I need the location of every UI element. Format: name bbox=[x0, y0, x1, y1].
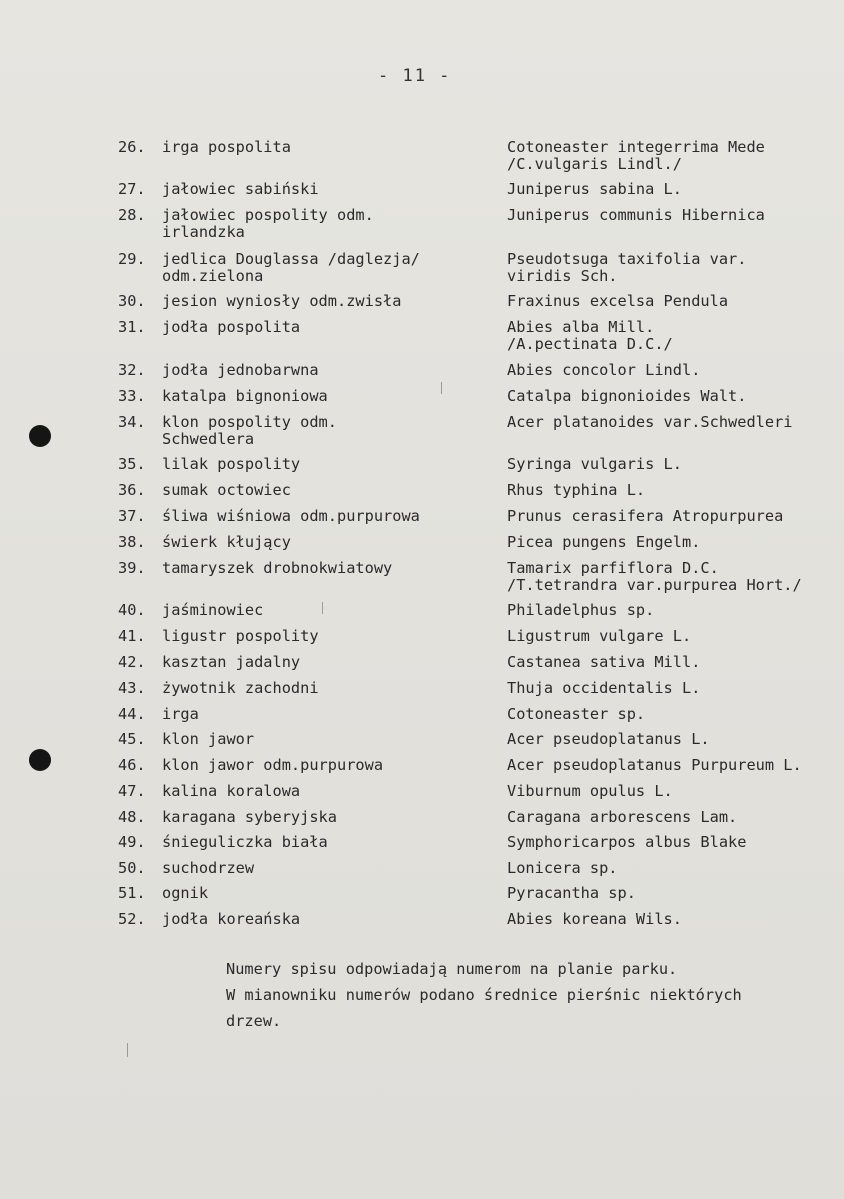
latin-name-line: Castanea sativa Mill. bbox=[507, 654, 701, 671]
entry-number: 35. bbox=[118, 455, 146, 473]
polish-name-line: ligustr pospolity bbox=[162, 627, 319, 645]
polish-name bbox=[162, 456, 492, 473]
latin-name bbox=[507, 508, 844, 525]
entry-number: 30. bbox=[118, 292, 146, 310]
entry-number: 42. bbox=[118, 653, 146, 671]
polish-name bbox=[162, 362, 492, 379]
polish-name-line: śliwa wiśniowa odm.purpurowa bbox=[162, 507, 420, 525]
polish-name-line: ognik bbox=[162, 884, 209, 902]
entry-number: 27. bbox=[118, 180, 146, 198]
latin-name bbox=[507, 560, 844, 594]
polish-name-line: irlandzka bbox=[162, 223, 245, 241]
latin-name bbox=[507, 809, 844, 826]
polish-name-line: jodła pospolita bbox=[162, 318, 301, 336]
entry-number: 26. bbox=[118, 138, 146, 156]
latin-name bbox=[507, 602, 844, 619]
latin-name bbox=[507, 251, 844, 285]
latin-name bbox=[507, 319, 844, 353]
polish-name-line: irga pospolita bbox=[162, 138, 291, 156]
entry-number: 46. bbox=[118, 756, 146, 774]
latin-name-line: Abies koreana Wils. bbox=[507, 911, 682, 928]
latin-name bbox=[507, 181, 844, 198]
polish-name bbox=[162, 757, 492, 774]
latin-name bbox=[507, 654, 844, 671]
latin-name-line: Abies concolor Lindl. bbox=[507, 362, 701, 379]
polish-name bbox=[162, 654, 492, 671]
polish-name bbox=[162, 482, 492, 499]
latin-name-line: Syringa vulgaris L. bbox=[507, 456, 682, 473]
latin-name bbox=[507, 860, 844, 877]
latin-name bbox=[507, 207, 844, 224]
polish-name bbox=[162, 207, 492, 241]
polish-name-line: sumak octowiec bbox=[162, 481, 291, 499]
entry-number: 31. bbox=[118, 318, 146, 336]
polish-name-line: irga bbox=[162, 705, 199, 723]
latin-name-line: Lonicera sp. bbox=[507, 860, 618, 877]
polish-name bbox=[162, 508, 492, 525]
latin-name-line: Prunus cerasifera Atropurpurea bbox=[507, 508, 784, 525]
entry-number: 28. bbox=[118, 206, 146, 224]
latin-name-line: Acer platanoides var.Schwedleri bbox=[507, 414, 793, 431]
latin-name bbox=[507, 293, 844, 310]
polish-name bbox=[162, 834, 492, 851]
entry-number: 43. bbox=[118, 679, 146, 697]
entry-number: 32. bbox=[118, 361, 146, 379]
latin-name bbox=[507, 911, 844, 928]
polish-name-line: lilak pospolity bbox=[162, 455, 301, 473]
entry-number: 49. bbox=[118, 833, 146, 851]
polish-name bbox=[162, 885, 492, 902]
polish-name bbox=[162, 706, 492, 723]
latin-name bbox=[507, 388, 844, 405]
latin-name-line: Viburnum opulus L. bbox=[507, 783, 673, 800]
page-number: - 11 - bbox=[378, 66, 452, 86]
polish-name-line: klon jawor odm.purpurowa bbox=[162, 756, 384, 774]
polish-name bbox=[162, 251, 492, 285]
latin-name-line: /A.pectinata D.C./ bbox=[507, 335, 673, 353]
latin-name-line: Philadelphus sp. bbox=[507, 602, 655, 619]
polish-name-line: jaśminowiec bbox=[162, 601, 264, 619]
entry-number: 36. bbox=[118, 481, 146, 499]
entry-number: 38. bbox=[118, 533, 146, 551]
latin-name-line: Pseudotsuga taxifolia var. bbox=[507, 251, 747, 268]
entry-number: 34. bbox=[118, 413, 146, 431]
polish-name-line: karagana syberyjska bbox=[162, 808, 337, 826]
polish-name-line: kasztan jadalny bbox=[162, 653, 301, 671]
entry-number: 52. bbox=[118, 910, 146, 928]
polish-name-line: tamaryszek drobnokwiatowy bbox=[162, 559, 393, 577]
polish-name bbox=[162, 181, 492, 198]
latin-name-line: Catalpa bignonioides Walt. bbox=[507, 388, 747, 405]
polish-name-line: kalina koralowa bbox=[162, 782, 301, 800]
latin-name-line: Acer pseudoplatanus Purpureum L. bbox=[507, 757, 802, 774]
paper-mark bbox=[322, 602, 323, 614]
polish-name-line: jesion wyniosły odm.zwisła bbox=[162, 292, 402, 310]
latin-name-line: Cotoneaster integerrima Mede bbox=[507, 139, 765, 156]
entry-number: 41. bbox=[118, 627, 146, 645]
latin-name bbox=[507, 680, 844, 697]
polish-name-line: jodła jednobarwna bbox=[162, 361, 319, 379]
polish-name bbox=[162, 560, 492, 577]
punch-hole-bottom bbox=[29, 749, 51, 771]
entry-number: 50. bbox=[118, 859, 146, 877]
polish-name bbox=[162, 388, 492, 405]
latin-name bbox=[507, 834, 844, 851]
polish-name bbox=[162, 628, 492, 645]
entry-number: 51. bbox=[118, 884, 146, 902]
latin-name-line: Fraxinus excelsa Pendula bbox=[507, 293, 729, 310]
latin-name bbox=[507, 139, 844, 173]
latin-name bbox=[507, 757, 844, 774]
polish-name bbox=[162, 731, 492, 748]
latin-name-line: viridis Sch. bbox=[507, 267, 618, 285]
latin-name-line: /C.vulgaris Lindl./ bbox=[507, 155, 682, 173]
latin-name bbox=[507, 456, 844, 473]
entry-number: 44. bbox=[118, 705, 146, 723]
entry-number: 40. bbox=[118, 601, 146, 619]
latin-name bbox=[507, 534, 844, 551]
polish-name-line: jałowiec sabiński bbox=[162, 180, 319, 198]
latin-name bbox=[507, 731, 844, 748]
latin-name bbox=[507, 362, 844, 379]
polish-name bbox=[162, 602, 492, 619]
latin-name-line: Tamarix parfiflora D.C. bbox=[507, 560, 719, 577]
polish-name-line: klon pospolity odm. bbox=[162, 413, 337, 431]
polish-name bbox=[162, 534, 492, 551]
latin-name-line: Rhus typhina L. bbox=[507, 482, 646, 499]
entry-number: 29. bbox=[118, 250, 146, 268]
paper-mark bbox=[127, 1043, 128, 1057]
polish-name-line: suchodrzew bbox=[162, 859, 255, 877]
polish-name-line: odm.zielona bbox=[162, 267, 264, 285]
polish-name-line: katalpa bignoniowa bbox=[162, 387, 328, 405]
entry-number: 37. bbox=[118, 507, 146, 525]
polish-name-line: klon jawor bbox=[162, 730, 255, 748]
polish-name-line: jodła koreańska bbox=[162, 910, 301, 928]
entry-number: 33. bbox=[118, 387, 146, 405]
polish-name-line: jałowiec pospolity odm. bbox=[162, 206, 374, 224]
latin-name bbox=[507, 414, 844, 431]
latin-name-line: Abies alba Mill. bbox=[507, 319, 655, 336]
latin-name bbox=[507, 628, 844, 645]
latin-name-line: Cotoneaster sp. bbox=[507, 706, 646, 723]
polish-name bbox=[162, 139, 492, 156]
polish-name-line: śnieguliczka biała bbox=[162, 833, 328, 851]
polish-name bbox=[162, 680, 492, 697]
latin-name bbox=[507, 885, 844, 902]
entry-number: 39. bbox=[118, 559, 146, 577]
polish-name bbox=[162, 414, 492, 448]
latin-name-line: Juniperus sabina L. bbox=[507, 181, 682, 198]
latin-name-line: Caragana arborescens Lam. bbox=[507, 809, 738, 826]
latin-name-line: Symphoricarpos albus Blake bbox=[507, 834, 747, 851]
polish-name-line: świerk kłujący bbox=[162, 533, 291, 551]
polish-name-line: Schwedlera bbox=[162, 430, 255, 448]
footnote-line-3: drzew. bbox=[226, 1012, 282, 1030]
polish-name bbox=[162, 809, 492, 826]
polish-name bbox=[162, 293, 492, 310]
latin-name-line: Pyracantha sp. bbox=[507, 885, 636, 902]
latin-name-line: Picea pungens Engelm. bbox=[507, 534, 701, 551]
latin-name bbox=[507, 482, 844, 499]
latin-name bbox=[507, 706, 844, 723]
polish-name bbox=[162, 319, 492, 336]
polish-name-line: jedlica Douglassa /daglezja/ bbox=[162, 250, 420, 268]
latin-name-line: Acer pseudoplatanus L. bbox=[507, 731, 710, 748]
entry-number: 45. bbox=[118, 730, 146, 748]
punch-hole-top bbox=[29, 425, 51, 447]
paper-mark bbox=[441, 382, 442, 394]
polish-name bbox=[162, 911, 492, 928]
polish-name-line: żywotnik zachodni bbox=[162, 679, 319, 697]
entry-number: 48. bbox=[118, 808, 146, 826]
polish-name bbox=[162, 783, 492, 800]
footnote-line-1: Numery spisu odpowiadają numerom na planie parku. bbox=[226, 960, 678, 978]
latin-name-line: Thuja occidentalis L. bbox=[507, 680, 701, 697]
latin-name-line: Juniperus communis Hibernica bbox=[507, 207, 765, 224]
latin-name-line: Ligustrum vulgare L. bbox=[507, 628, 692, 645]
entry-number: 47. bbox=[118, 782, 146, 800]
polish-name bbox=[162, 860, 492, 877]
latin-name bbox=[507, 783, 844, 800]
footnote-line-2: W mianowniku numerów podano średnice pierśnic niektórych bbox=[226, 986, 742, 1004]
latin-name-line: /T.tetrandra var.purpurea Hort./ bbox=[507, 576, 802, 594]
